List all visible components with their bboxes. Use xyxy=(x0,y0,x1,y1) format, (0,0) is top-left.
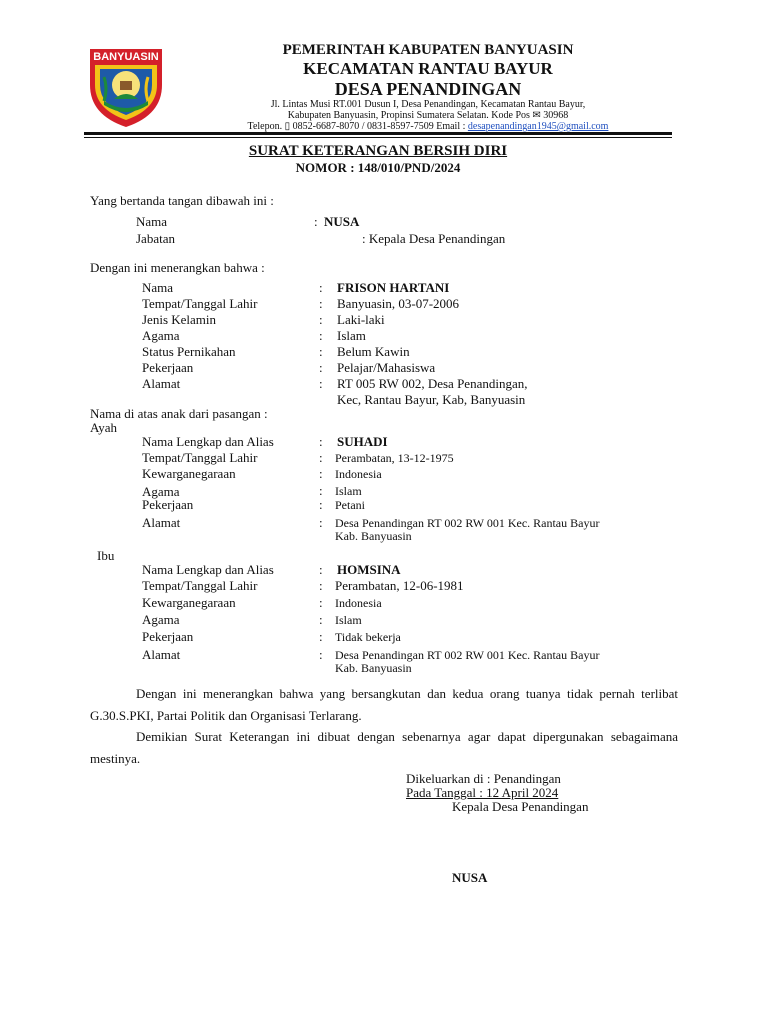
father-value: Indonesia xyxy=(335,467,382,481)
banyuasin-logo-icon xyxy=(84,45,168,129)
father-value: Desa Penandingan RT 002 RW 001 Kec. Rantau Bayur xyxy=(335,516,600,530)
subject-label: Agama xyxy=(142,328,180,343)
signer-position-value: : Kepala Desa Penandingan xyxy=(362,231,506,246)
subject-value-line2: Kec, Rantau Bayur, Kab, Banyuasin xyxy=(337,392,526,407)
mother-value: Indonesia xyxy=(335,596,382,610)
father-colon: : xyxy=(319,434,323,449)
subject-colon: : xyxy=(319,280,323,295)
subject-colon: : xyxy=(319,328,323,343)
subject-value: FRISON HARTANI xyxy=(337,280,450,295)
mother-label: Pekerjaan xyxy=(142,629,194,644)
letterhead-rule-thin xyxy=(84,137,672,138)
signer-title: Kepala Desa Penandingan xyxy=(452,799,589,814)
father-colon: : xyxy=(319,450,323,465)
signer-name-colon: : xyxy=(314,214,318,229)
father-label: Tempat/Tanggal Lahir xyxy=(142,450,258,465)
subject-colon: : xyxy=(319,312,323,327)
subject-label: Alamat xyxy=(142,376,181,391)
subject-label: Pekerjaan xyxy=(142,360,194,375)
mother-colon: : xyxy=(319,595,323,610)
father-value: Perambatan, 13-12-1975 xyxy=(335,451,454,465)
logo-label: BANYUASIN xyxy=(93,51,159,63)
mother-value: Islam xyxy=(335,613,362,627)
signer-intro: Yang bertanda tangan dibawah ini : xyxy=(90,193,274,208)
mother-value: Desa Penandingan RT 002 RW 001 Kec. Rantau Bayur xyxy=(335,648,600,662)
subject-label: Jenis Kelamin xyxy=(142,312,217,327)
letterhead-contact xyxy=(178,121,678,132)
subject-value: Laki-laki xyxy=(337,312,385,327)
email-link[interactable]: desapenandingan1945@gmail.com xyxy=(467,121,609,132)
subject-colon: : xyxy=(319,296,323,311)
letterhead-line1: PEMERINTAH KABUPATEN BANYUASIN xyxy=(282,42,574,58)
father-heading: Ayah xyxy=(90,420,117,435)
mother-colon: : xyxy=(319,562,323,577)
mother-label: Nama Lengkap dan Alias xyxy=(142,562,274,577)
father-value-line2: Kab. Banyuasin xyxy=(335,529,412,543)
letterhead-address2: Kabupaten Banyuasin, Propinsi Sumatera Selatan. Kode Pos ✉ 30968 xyxy=(287,110,569,121)
mother-value: Perambatan, 12-06-1981 xyxy=(335,578,464,593)
father-value: SUHADI xyxy=(337,434,388,449)
phone-text: Telepon. ▯ 0852-6687-8070 / 0831-8597-7509 Email : xyxy=(247,121,468,132)
signer-position-label: Jabatan xyxy=(136,231,175,246)
letterhead-line3: DESA PENANDINGAN xyxy=(334,79,522,99)
mother-label: Alamat xyxy=(142,647,181,662)
mother-label: Tempat/Tanggal Lahir xyxy=(142,578,258,593)
subject-value: RT 005 RW 002, Desa Penandingan, xyxy=(337,376,528,391)
mother-colon: : xyxy=(319,578,323,593)
subject-value: Islam xyxy=(337,328,366,343)
document-title: SURAT KETERANGAN BERSIH DIRI xyxy=(248,143,508,159)
subject-label: Nama xyxy=(142,280,174,295)
subject-colon: : xyxy=(319,376,323,391)
father-colon: : xyxy=(319,497,323,512)
subject-value: Belum Kawin xyxy=(337,344,410,359)
father-colon: : xyxy=(319,515,323,530)
signer-signature-name: NUSA xyxy=(452,870,488,885)
parents-intro: Nama di atas anak dari pasangan : xyxy=(90,406,268,421)
father-label: Agama xyxy=(142,484,180,499)
signer-name-label: Nama xyxy=(136,214,168,229)
mother-value: Tidak bekerja xyxy=(335,630,401,644)
subject-value: Pelajar/Mahasiswa xyxy=(337,360,436,375)
father-label: Nama Lengkap dan Alias xyxy=(142,434,274,449)
subject-label: Status Pernikahan xyxy=(142,344,236,359)
issued-date: Pada Tanggal : 12 April 2024 xyxy=(406,785,559,800)
letterhead-rule-thick xyxy=(84,132,672,135)
mother-label: Agama xyxy=(142,612,180,627)
subject-value: Banyuasin, 03-07-2006 xyxy=(337,296,460,311)
father-colon: : xyxy=(319,483,323,498)
mother-colon: : xyxy=(319,629,323,644)
father-label: Pekerjaan xyxy=(142,497,194,512)
father-value: Islam xyxy=(335,484,362,498)
subject-intro: Dengan ini menerangkan bahwa : xyxy=(90,260,265,275)
father-label: Alamat xyxy=(142,515,181,530)
signer-name-value: NUSA xyxy=(324,214,360,229)
issued-at: Dikeluarkan di : Penandingan xyxy=(406,771,561,786)
subject-colon: : xyxy=(319,344,323,359)
father-value: Petani xyxy=(335,498,365,512)
father-colon: : xyxy=(319,466,323,481)
letterhead-address1: Jl. Lintas Musi RT.001 Dusun I, Desa Penandingan, Kecamatan Rantau Bayur, xyxy=(270,99,586,110)
mother-value-line2: Kab. Banyuasin xyxy=(335,661,412,675)
letterhead-line2: KECAMATAN RANTAU BAYUR xyxy=(303,59,553,78)
statement-paragraph-1: Dengan ini menerangkan bahwa yang bersangkutan dan kedua orang tuanya tidak pernah terlibat G.30.S.PKI, Partai Politik dan Organisasi Terlarang. xyxy=(90,686,678,723)
document-number: NOMOR : 148/010/PND/2024 xyxy=(295,160,461,175)
mother-value: HOMSINA xyxy=(337,562,401,577)
mother-label: Kewarganegaraan xyxy=(142,595,236,610)
subject-label: Tempat/Tanggal Lahir xyxy=(142,296,258,311)
mother-colon: : xyxy=(319,647,323,662)
father-label: Kewarganegaraan xyxy=(142,466,236,481)
mother-colon: : xyxy=(319,612,323,627)
mother-heading: Ibu xyxy=(97,548,115,563)
subject-colon: : xyxy=(319,360,323,375)
statement-paragraph-2: Demikian Surat Keterangan ini dibuat dengan sebenarnya agar dapat dipergunakan sebagaimana mestinya. xyxy=(90,729,678,766)
